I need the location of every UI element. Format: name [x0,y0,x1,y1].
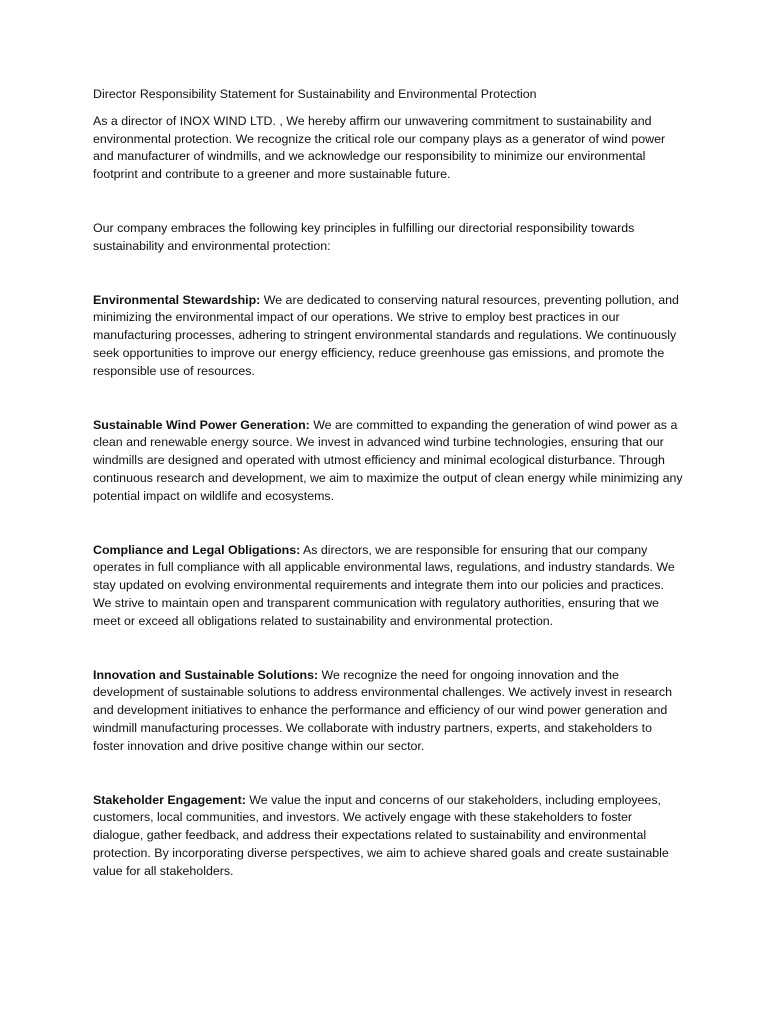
principle-compliance-legal [93,542,683,631]
principle-innovation [93,667,683,756]
principle-text: We are dedicated to conserving natural resources, preventing pollution, and minimizing the environmental impact of our operations. We strive to employ best practices in our manufacturing processes, adhering to stringent environmental standards and regulations. We continuously seek opportunities to improve our energy efficiency, reduce greenhouse gas emissions, and promote the responsible use of resources. [93,292,679,378]
principle-heading: Sustainable Wind Power Generation: [93,417,310,432]
principle-text: We value the input and concerns of our stakeholders, including employees, customers, local communities, and investors. We actively engage with these stakeholders to foster dialogue, gather feedback, and address their expectations related to sustainability and environmental protection. By incorporating diverse perspectives, we aim to achieve shared goals and create sustainable value for all stakeholders. [93,792,669,878]
principle-heading: Innovation and Sustainable Solutions: [93,667,319,682]
principle-heading: Compliance and Legal Obligations: [93,542,301,557]
principle-heading: Environmental Stewardship: [93,292,261,307]
principles-intro-paragraph: Our company embraces the following key principles in fulfilling our directorial responsibility towards sustainability and environmental protection: [93,220,635,253]
document-title: Director Responsibility Statement for Sustainability and Environmental Protection [93,87,537,101]
principle-text: As directors, we are responsible for ensuring that our company operates in full compliance with all applicable environmental laws, regulations, and industry standards. We stay updated on evolving environmental requirements and integrate them into our policies and practices. We strive to maintain open and transparent communication with regulatory authorities, ensuring that we meet or exceed all obligations related to sustainability and environmental protection. [93,542,675,628]
principle-heading: Stakeholder Engagement: [93,792,246,807]
principle-text: We are committed to expanding the generation of wind power as a clean and renewable energy source. We invest in advanced wind turbine technologies, ensuring that our windmills are designed and operated with utmost efficiency and minimal ecological disturbance. Through continuous research and development, we aim to maximize the output of clean energy while minimizing any potential impact on wildlife and ecosystems. [93,417,683,503]
intro-paragraph: As a director of INOX WIND LTD. , We hereby affirm our unwavering commitment to sustainability and environmental protection. We recognize the critical role our company plays as a generator of wind power and manufacturer of windmills, and we acknowledge our responsibility to minimize our environmental footprint and contribute to a greener and more sustainable future. [93,113,666,182]
principle-environmental-stewardship [93,292,683,381]
principle-text: We recognize the need for ongoing innovation and the development of sustainable solutions to address environmental challenges. We actively invest in research and development initiatives to enhance the performance and efficiency of our wind power generation and windmill manufacturing processes. We collaborate with industry partners, experts, and stakeholders to foster innovation and drive positive change within our sector. [93,667,673,753]
document-page [93,86,683,881]
principle-stakeholder-engagement [93,792,683,881]
principle-sustainable-wind-power [93,417,683,506]
